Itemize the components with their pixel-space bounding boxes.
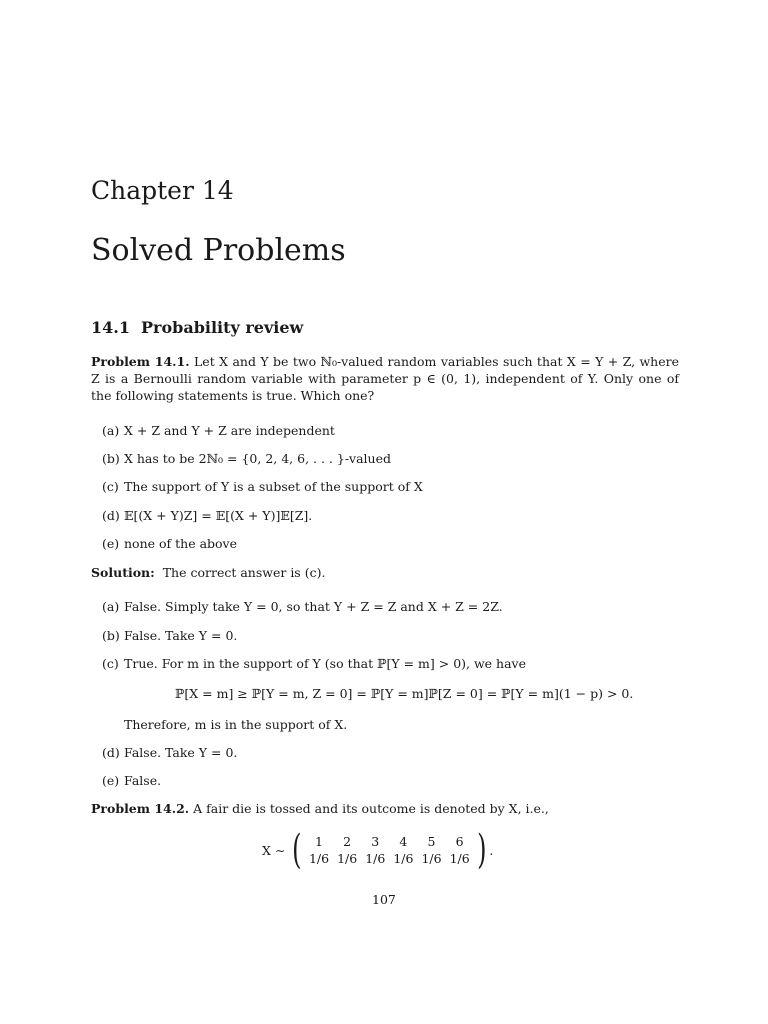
solution-item-text: False. Take Y = 0.	[124, 628, 238, 643]
solution-1-heading	[91, 564, 679, 581]
option-label: (e)	[102, 536, 120, 551]
solution-item-c	[102, 655, 682, 672]
solution-item-text: False. Take Y = 0.	[124, 745, 238, 760]
option-label: (b)	[102, 451, 120, 466]
solution-item-label: (b)	[102, 628, 120, 643]
display-equation: ℙ[X = m] ≥ ℙ[Y = m, Z = 0] = ℙ[Y = m]ℙ[Z = 0] = ℙ[Y = m](1 − p) > 0.	[175, 686, 634, 701]
matrix-value: 3	[371, 834, 380, 849]
solution-item-d	[102, 744, 682, 761]
option-label: (d)	[102, 508, 120, 523]
solution-item-text: True. For m in the support of Y (so that ℙ[Y = m] > 0), we have	[124, 656, 527, 671]
matrix-lhs: X ∼	[262, 842, 286, 858]
left-paren: (	[292, 827, 302, 873]
option-text: The support of Y is a subset of the support of X	[124, 479, 423, 494]
matrix-prob: 1/6	[393, 851, 414, 866]
option-text: X + Z and Y + Z are independent	[124, 423, 335, 438]
matrix-prob: 1/6	[308, 851, 330, 866]
option-a	[102, 422, 682, 439]
option-text: X has to be 2ℕ₀ = {0, 2, 4, 6, . . . }-valued	[124, 451, 391, 466]
matrix-value: 6	[455, 834, 464, 849]
option-text: 𝔼[(X + Y)Z] = 𝔼[(X + Y)]𝔼[Z].	[124, 508, 313, 523]
option-label: (a)	[102, 423, 120, 438]
solution-item-label: (c)	[102, 656, 119, 671]
solution-item-label: (d)	[102, 745, 120, 760]
problem-2-text: A fair die is tossed and its outcome is denoted by X, i.e.,	[189, 801, 549, 816]
option-e	[102, 535, 682, 552]
solution-item-a	[102, 598, 682, 615]
problem-1-label: Problem 14.1.	[91, 354, 190, 369]
problem-1-text: Let X and Y be two ℕ₀-valued random variables such that X = Y + Z, where Z is a Bernoulli random variable with parameter p ∈ (0, 1), independent of Y. Only one of the following statements is true. Which one?	[91, 354, 680, 403]
matrix-prob: 1/6	[421, 851, 442, 866]
option-b	[102, 450, 682, 467]
option-d	[102, 507, 682, 524]
option-c	[102, 478, 682, 495]
matrix-probs-row	[305, 850, 474, 867]
section-title: Probability review	[141, 318, 304, 337]
matrix-table	[305, 833, 474, 867]
distribution-matrix	[262, 827, 494, 873]
chapter-title: Solved Problems	[91, 233, 346, 268]
matrix-value: 1	[315, 834, 323, 849]
solution-item-label: (e)	[102, 773, 120, 788]
solution-item-e	[102, 772, 682, 789]
section-heading	[91, 318, 303, 337]
solution-item-text: False.	[124, 773, 162, 788]
right-paren: )	[476, 827, 487, 873]
matrix-value: 4	[399, 834, 408, 849]
solution-text: The correct answer is (c).	[162, 565, 326, 580]
matrix-values-row	[305, 833, 474, 850]
solution-item-b	[102, 627, 682, 644]
matrix-prob: 1/6	[337, 851, 358, 866]
section-number: 14.1	[91, 318, 130, 337]
solution-item-label: (a)	[102, 599, 120, 614]
option-label: (c)	[102, 479, 119, 494]
problem-2-label: Problem 14.2.	[91, 801, 190, 816]
matrix-value: 2	[343, 834, 352, 849]
option-text: none of the above	[124, 536, 238, 551]
problem-1-statement	[91, 353, 679, 404]
matrix-value: 5	[427, 834, 436, 849]
solution-label: Solution:	[91, 565, 155, 580]
matrix-trail: .	[489, 842, 494, 858]
matrix-prob: 1/6	[365, 851, 386, 866]
page-number: 107	[372, 892, 396, 907]
problem-2-statement	[91, 800, 679, 817]
therefore-text: Therefore, m is in the support of X.	[124, 717, 348, 732]
solution-item-text: False. Simply take Y = 0, so that Y + Z = Z and X + Z = 2Z.	[124, 599, 503, 614]
chapter-label: Chapter 14	[91, 176, 234, 205]
matrix-prob: 1/6	[449, 851, 470, 866]
